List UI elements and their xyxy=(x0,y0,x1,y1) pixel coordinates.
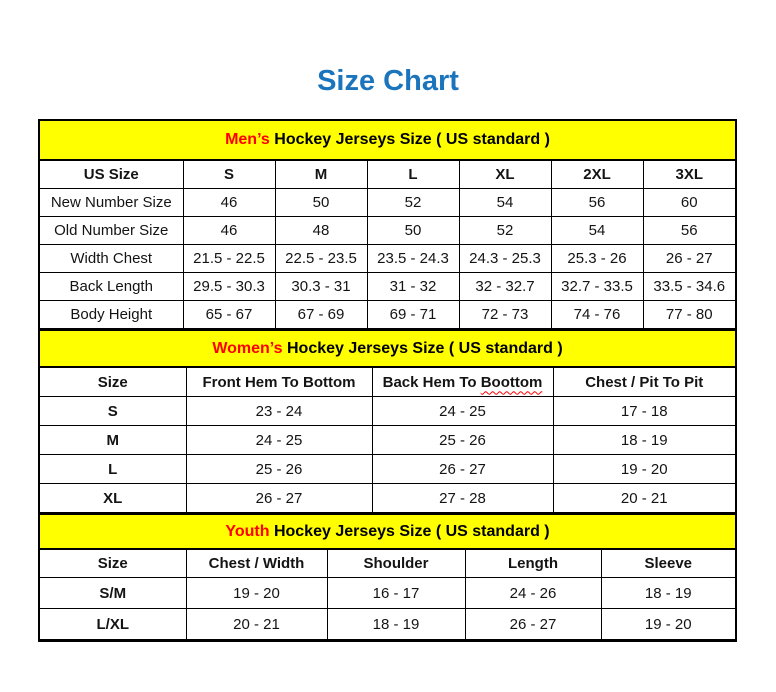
table-cell: 23.5 - 24.3 xyxy=(367,245,459,273)
womens-section-header-text: Hockey Jerseys Size ( US standard ) xyxy=(282,340,563,357)
youth-table-container xyxy=(40,550,735,640)
table-cell: 50 xyxy=(367,217,459,245)
row-label: Body Height xyxy=(40,301,183,329)
table-cell: 54 xyxy=(551,217,643,245)
column-header: Length xyxy=(465,550,601,578)
table-cell: 21.5 - 22.5 xyxy=(183,245,275,273)
table-cell: 22.5 - 23.5 xyxy=(275,245,367,273)
row-label: New Number Size xyxy=(40,189,183,217)
table-cell: 24 - 26 xyxy=(465,578,601,609)
table-cell: 26 - 27 xyxy=(186,484,372,513)
mens-size-table xyxy=(40,161,735,329)
header-row xyxy=(40,368,735,397)
column-header: Chest / Pit To Pit xyxy=(553,368,735,397)
header-row xyxy=(40,161,735,189)
table-cell: 18 - 19 xyxy=(601,578,735,609)
table-cell: 52 xyxy=(459,217,551,245)
table-row xyxy=(40,273,735,301)
table-row xyxy=(40,426,735,455)
table-cell: 32 - 32.7 xyxy=(459,273,551,301)
table-cell: 77 - 80 xyxy=(643,301,735,329)
row-label: S xyxy=(40,397,186,426)
mens-section-header-accent: Men’s xyxy=(225,131,270,148)
table-cell: 18 - 19 xyxy=(553,426,735,455)
column-header: Sleeve xyxy=(601,550,735,578)
column-header: L xyxy=(367,161,459,189)
column-header: Front Hem To Bottom xyxy=(186,368,372,397)
table-cell: 46 xyxy=(183,217,275,245)
table-row xyxy=(40,455,735,484)
youth-section-header-accent: Youth xyxy=(225,523,270,540)
table-cell: 31 - 32 xyxy=(367,273,459,301)
table-row xyxy=(40,484,735,513)
row-label: S/M xyxy=(40,578,186,609)
header-row xyxy=(40,550,735,578)
table-row xyxy=(40,189,735,217)
column-header: XL xyxy=(459,161,551,189)
row-label: Width Chest xyxy=(40,245,183,273)
youth-section-header-text: Hockey Jerseys Size ( US standard ) xyxy=(269,523,550,540)
womens-section-header-accent: Women’s xyxy=(212,340,283,357)
table-cell: 29.5 - 30.3 xyxy=(183,273,275,301)
table-cell: 30.3 - 31 xyxy=(275,273,367,301)
table-row xyxy=(40,301,735,329)
youth-section xyxy=(40,513,735,640)
table-cell: 20 - 21 xyxy=(553,484,735,513)
table-cell: 25 - 26 xyxy=(186,455,372,484)
table-cell: 24.3 - 25.3 xyxy=(459,245,551,273)
table-cell: 27 - 28 xyxy=(372,484,553,513)
womens-size-table xyxy=(40,368,735,513)
row-label: L xyxy=(40,455,186,484)
column-header: 2XL xyxy=(551,161,643,189)
table-cell: 72 - 73 xyxy=(459,301,551,329)
mens-section xyxy=(40,121,735,329)
table-cell: 33.5 - 34.6 xyxy=(643,273,735,301)
table-cell: 26 - 27 xyxy=(372,455,553,484)
table-cell: 54 xyxy=(459,189,551,217)
youth-section-header xyxy=(40,513,735,550)
table-cell: 52 xyxy=(367,189,459,217)
table-cell: 56 xyxy=(551,189,643,217)
column-header: Chest / Width xyxy=(186,550,327,578)
row-label: M xyxy=(40,426,186,455)
table-cell: 60 xyxy=(643,189,735,217)
table-cell: 19 - 20 xyxy=(553,455,735,484)
table-row xyxy=(40,609,735,640)
womens-section xyxy=(40,329,735,513)
table-cell: 69 - 71 xyxy=(367,301,459,329)
row-label: XL xyxy=(40,484,186,513)
table-cell: 25 - 26 xyxy=(372,426,553,455)
table-cell: 20 - 21 xyxy=(186,609,327,640)
table-cell: 65 - 67 xyxy=(183,301,275,329)
table-cell: 19 - 20 xyxy=(601,609,735,640)
youth-size-table xyxy=(40,550,735,640)
table-cell: 26 - 27 xyxy=(643,245,735,273)
table-cell: 16 - 17 xyxy=(327,578,465,609)
misspelled-word: Boottom xyxy=(480,373,543,391)
column-header: 3XL xyxy=(643,161,735,189)
row-label: Back Length xyxy=(40,273,183,301)
table-cell: 67 - 69 xyxy=(275,301,367,329)
table-cell: 74 - 76 xyxy=(551,301,643,329)
row-label: Old Number Size xyxy=(40,217,183,245)
column-header: Size xyxy=(40,550,186,578)
table-cell: 26 - 27 xyxy=(465,609,601,640)
page-title: Size Chart xyxy=(317,65,459,97)
table-cell: 24 - 25 xyxy=(372,397,553,426)
womens-table-container xyxy=(40,368,735,513)
table-row xyxy=(40,217,735,245)
table-cell: 19 - 20 xyxy=(186,578,327,609)
table-cell: 23 - 24 xyxy=(186,397,372,426)
column-header: Size xyxy=(40,368,186,397)
mens-section-header xyxy=(40,121,735,161)
row-label: L/XL xyxy=(40,609,186,640)
table-row xyxy=(40,245,735,273)
column-header: M xyxy=(275,161,367,189)
table-cell: 24 - 25 xyxy=(186,426,372,455)
table-cell: 50 xyxy=(275,189,367,217)
column-header: US Size xyxy=(40,161,183,189)
column-header: Back Hem To Boottom xyxy=(372,368,553,397)
womens-section-header xyxy=(40,329,735,368)
table-row xyxy=(40,578,735,609)
table-cell: 25.3 - 26 xyxy=(551,245,643,273)
mens-section-header-text: Hockey Jerseys Size ( US standard ) xyxy=(269,131,550,148)
table-cell: 48 xyxy=(275,217,367,245)
table-cell: 32.7 - 33.5 xyxy=(551,273,643,301)
table-cell: 18 - 19 xyxy=(327,609,465,640)
column-header: Shoulder xyxy=(327,550,465,578)
mens-table-container xyxy=(40,161,735,329)
table-cell: 46 xyxy=(183,189,275,217)
table-row xyxy=(40,397,735,426)
table-cell: 17 - 18 xyxy=(553,397,735,426)
size-tables xyxy=(38,119,737,642)
column-header: S xyxy=(183,161,275,189)
table-cell: 56 xyxy=(643,217,735,245)
